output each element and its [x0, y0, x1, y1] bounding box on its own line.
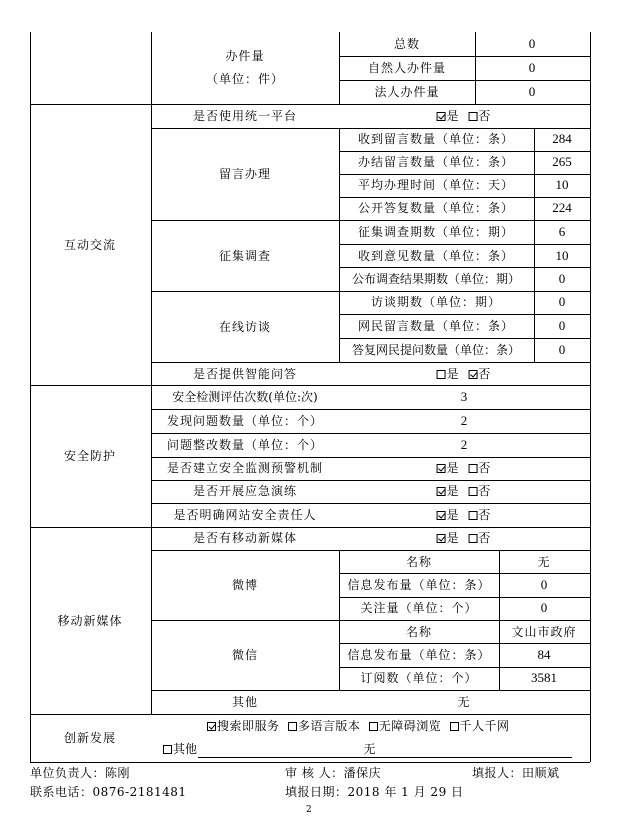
footer-phone: 联系电话：0876-2181481: [30, 785, 187, 799]
row-line: [151, 550, 590, 551]
survey-label: 征集调查: [218, 249, 272, 263]
other-label: 其他: [173, 742, 198, 756]
weibo-row-label: 名称: [405, 555, 433, 569]
messages-row-value: 284: [552, 131, 572, 146]
yes-label: 是: [446, 367, 460, 381]
unchecked-box-icon: [163, 745, 172, 754]
row-line: [151, 620, 590, 621]
security-row-value: 3: [460, 389, 468, 404]
row-line: [339, 56, 590, 57]
option-label: 无障碍浏览: [378, 719, 442, 733]
messages-row-value: 224: [552, 200, 572, 215]
has-mobile-label: 是否有移动新媒体: [192, 531, 298, 545]
table-col-divider-2b: [339, 128, 340, 362]
security-row-label: 发现问题数量（单位：个）: [166, 414, 324, 428]
survey-row-label: 征集调查期数（单位：期）: [357, 225, 515, 239]
wechat-row-label: 订阅数（单位：个）: [360, 671, 478, 685]
row-line: [339, 197, 590, 198]
no-label: 否: [478, 508, 492, 522]
mobile-other-label: 其他: [231, 695, 259, 709]
row-line: [151, 690, 590, 691]
row-line: [151, 220, 590, 221]
unchecked-box-icon: [450, 722, 459, 731]
table-border-left: [30, 32, 31, 714]
table-col-divider-3a: [475, 32, 476, 104]
innovation-options: [207, 719, 510, 733]
row-line: [339, 573, 590, 574]
row-line: [339, 667, 590, 668]
unchecked-box-icon: [468, 112, 477, 121]
row-line: [30, 714, 590, 715]
checked-box-icon: [437, 534, 446, 543]
security-check-label: 是否明确网站安全责任人: [173, 508, 317, 522]
survey-row-value: 10: [555, 248, 569, 263]
no-label: 否: [478, 367, 492, 381]
innovation-other-underline: [198, 757, 572, 758]
row-line: [151, 457, 590, 458]
security-row-value: 2: [460, 437, 468, 452]
messages-row-label: 收到留言数量（单位：条）: [357, 132, 515, 146]
row-line: [339, 338, 590, 339]
survey-row-value: 6: [558, 224, 566, 239]
checked-box-icon: [437, 112, 446, 121]
no-label: 否: [478, 531, 492, 545]
row-line: [30, 527, 590, 528]
footer-date: 填报日期：2018 年 1 月 29 日: [285, 785, 464, 799]
footer-filler: 填报人：田顺斌: [472, 766, 560, 780]
weibo-row-value: 0: [540, 600, 548, 615]
wechat-label: 微信: [231, 648, 259, 662]
wechat-row-value: 84: [537, 647, 551, 662]
innovation-section-title: 创新发展: [63, 731, 117, 745]
smart-qa-label: 是否提供智能问答: [192, 367, 298, 381]
row-line: [151, 291, 590, 292]
option-label: 千人千网: [459, 719, 510, 733]
security-section-title: 安全防护: [63, 449, 117, 463]
yes-label: 是: [446, 109, 460, 123]
security-check-choice: [437, 508, 492, 522]
caseload-row-value: 0: [528, 60, 536, 75]
interview-row-value: 0: [558, 342, 566, 357]
messages-row-label: 公开答复数量（单位：条）: [357, 201, 515, 215]
row-line: [151, 480, 590, 481]
security-check-label: 是否开展应急演练: [192, 484, 298, 498]
security-check-label: 是否建立安全监测预警机制: [166, 461, 324, 475]
row-line: [339, 80, 590, 81]
unchecked-box-icon: [369, 722, 378, 731]
security-row-label: 安全检测评估次数(单位:次): [172, 390, 318, 404]
row-line: [30, 104, 590, 105]
checked-box-icon: [207, 722, 216, 731]
interview-row-value: 0: [558, 318, 566, 333]
no-label: 否: [478, 109, 492, 123]
survey-row-value: 0: [558, 271, 566, 286]
checked-box-icon: [468, 370, 477, 379]
row-line: [151, 128, 590, 129]
interview-row-label: 答复网民提问数量（单位：条）: [351, 343, 521, 357]
wechat-row-value: 3581: [531, 670, 557, 685]
table-col-divider-2a: [339, 32, 340, 104]
interview-row-label: 网民留言数量（单位：条）: [357, 319, 515, 333]
row-line: [30, 385, 590, 386]
unified-platform-label: 是否使用统一平台: [192, 109, 298, 123]
yes-label: 是: [446, 461, 460, 475]
row-line: [339, 643, 590, 644]
no-label: 否: [478, 484, 492, 498]
messages-row-value: 10: [555, 177, 569, 192]
checked-box-icon: [437, 511, 446, 520]
interview-row-label: 访谈期数（单位：期）: [370, 295, 502, 309]
yes-label: 是: [446, 484, 460, 498]
row-line: [151, 362, 590, 363]
messages-row-label: 办结留言数量（单位：条）: [357, 155, 515, 169]
option-label: 多语言版本: [297, 719, 361, 733]
table-col-divider-3b: [534, 128, 535, 362]
wechat-row-label: 信息发布量（单位：条）: [347, 648, 491, 662]
yes-label: 是: [446, 508, 460, 522]
wechat-row-value: 文山市政府: [511, 625, 577, 639]
weibo-row-label: 关注量（单位：个）: [360, 601, 478, 615]
row-line: [339, 267, 590, 268]
yes-label: 是: [446, 531, 460, 545]
row-line: [151, 503, 590, 504]
security-check-choice: [437, 461, 492, 475]
table-border-right: [590, 32, 591, 762]
row-line: [339, 174, 590, 175]
mobile-section-title: 移动新媒体: [57, 614, 123, 628]
wechat-row-label: 名称: [405, 625, 433, 639]
footer-reviewer: 审 核 人：潘保庆: [285, 766, 382, 780]
survey-row-label: 公布调查结果期数（单位：期）: [351, 272, 521, 286]
row-line: [151, 433, 590, 434]
innovation-other: [163, 742, 197, 756]
footer-responsible: 单位负责人：陈刚: [30, 766, 131, 780]
row-line: [339, 244, 590, 245]
security-row-label: 问题整改数量（单位：个）: [166, 438, 324, 452]
unchecked-box-icon: [437, 370, 446, 379]
table-col-divider-1: [151, 32, 152, 714]
caseload-row-label: 法人办件量: [374, 85, 440, 99]
security-row-value: 2: [460, 413, 468, 428]
unchecked-box-icon: [468, 534, 477, 543]
messages-row-label: 平均办理时间（单位：天）: [357, 178, 515, 192]
caseload-row-label: 自然人办件量: [367, 61, 447, 75]
checked-box-icon: [437, 464, 446, 473]
checked-box-icon: [437, 487, 446, 496]
row-line: [339, 597, 590, 598]
mobile-other-value: 无: [457, 695, 471, 709]
innovation-other-value: 无: [363, 742, 377, 756]
unchecked-box-icon: [288, 722, 297, 731]
unchecked-box-icon: [468, 487, 477, 496]
table-border-bottom: [30, 762, 590, 763]
messages-row-value: 265: [552, 154, 572, 169]
interview-row-value: 0: [558, 294, 566, 309]
unchecked-box-icon: [468, 464, 477, 473]
caseload-label: 办件量: [225, 49, 265, 63]
survey-row-label: 收到意见数量（单位：条）: [357, 249, 515, 263]
caseload-unit: （单位：件）: [205, 72, 285, 86]
row-line: [339, 314, 590, 315]
has-mobile-choice: [437, 531, 492, 545]
unchecked-box-icon: [468, 511, 477, 520]
weibo-row-value: 0: [540, 577, 548, 592]
table-border-left-bottom: [30, 714, 31, 762]
weibo-row-label: 信息发布量（单位：条）: [347, 578, 491, 592]
interview-label: 在线访谈: [218, 320, 272, 334]
caseload-row-value: 0: [528, 84, 536, 99]
messages-label: 留言办理: [218, 167, 272, 181]
option-label: 搜索即服务: [217, 719, 280, 733]
smart-qa-choice: [437, 367, 492, 381]
page-number: 2: [306, 805, 313, 815]
row-line: [151, 409, 590, 410]
no-label: 否: [478, 461, 492, 475]
row-line: [339, 151, 590, 152]
weibo-row-value: 无: [537, 555, 551, 569]
security-check-choice: [437, 484, 492, 498]
interaction-section-title: 互动交流: [63, 238, 117, 252]
unified-platform-choice: [437, 109, 492, 123]
weibo-label: 微博: [231, 578, 259, 592]
caseload-row-label: 总数: [393, 37, 421, 51]
caseload-row-value: 0: [528, 36, 536, 51]
